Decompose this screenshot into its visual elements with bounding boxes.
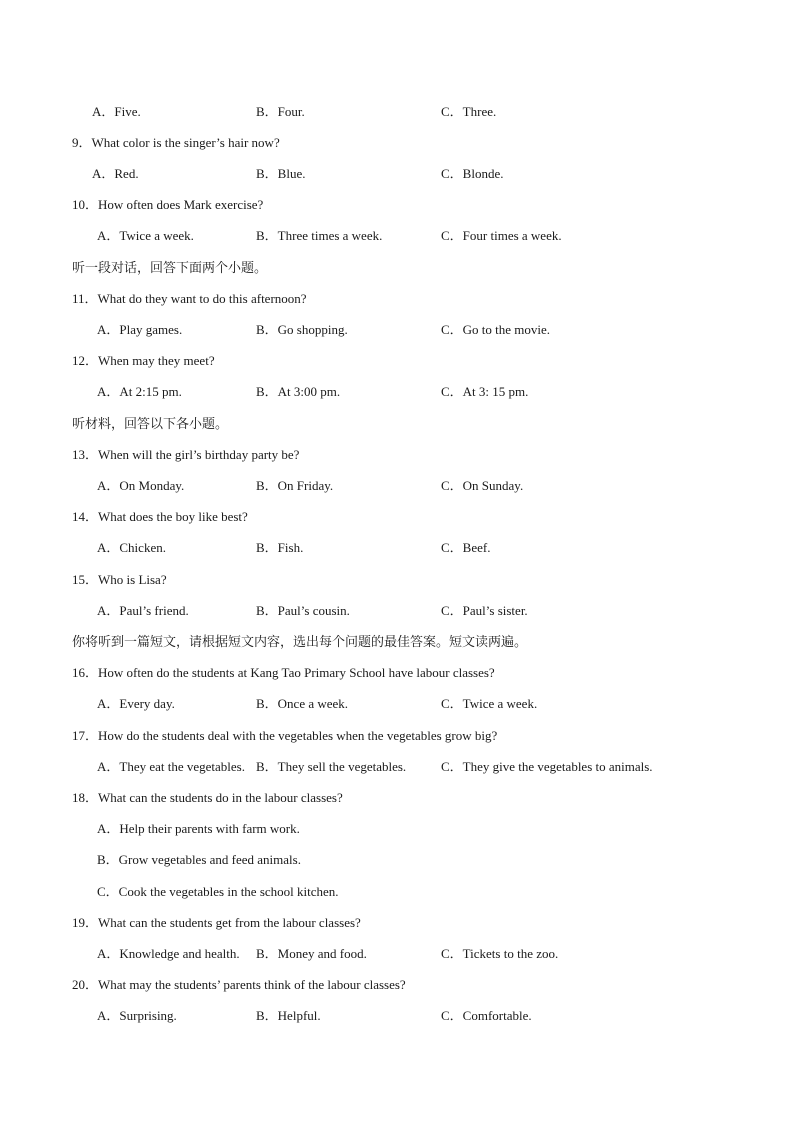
question-18: 18．What can the students do in the labour classes?	[72, 790, 343, 805]
options-q12	[0, 384, 794, 400]
section-instruction: 你将听到一篇短文，请根据短文内容，选出每个问题的最佳答案。短文读两遍。	[72, 634, 528, 649]
option-a[interactable]: A．On Monday.	[97, 478, 185, 493]
option-c[interactable]: C．Three.	[441, 104, 497, 119]
options-q9	[0, 166, 794, 182]
option-b[interactable]: B．They sell the vegetables.	[256, 759, 407, 774]
question-10: 10．How often does Mark exercise?	[72, 197, 264, 212]
option-b[interactable]: B．On Friday.	[256, 478, 334, 493]
option-c[interactable]: C．Four times a week.	[441, 228, 562, 243]
option-c[interactable]: C．Beef.	[441, 540, 491, 555]
option-c[interactable]: C．Go to the movie.	[441, 322, 551, 337]
option-a[interactable]: A．Surprising.	[97, 1008, 177, 1023]
option-a[interactable]: A．Red.	[92, 166, 139, 181]
question-9: 9．What color is the singer’s hair now?	[72, 135, 280, 150]
options-q14	[0, 540, 794, 556]
option-c[interactable]: C．Blonde.	[441, 166, 504, 181]
option-c[interactable]: C．Twice a week.	[441, 696, 538, 711]
options-q19	[0, 946, 794, 962]
option-b[interactable]: B．Grow vegetables and feed animals.	[97, 852, 301, 867]
section-instruction: 听材料，回答以下各小题。	[72, 416, 229, 431]
option-b[interactable]: B．Once a week.	[256, 696, 349, 711]
option-b[interactable]: B．Money and food.	[256, 946, 367, 961]
option-b[interactable]: B．Four.	[256, 104, 305, 119]
option-b[interactable]: B．Three times a week.	[256, 228, 383, 243]
options-q20	[0, 1008, 794, 1024]
options-q16	[0, 696, 794, 712]
section-instruction: 听一段对话，回答下面两个小题。	[72, 260, 268, 275]
option-a[interactable]: A．Twice a week.	[97, 228, 194, 243]
option-b[interactable]: B．Blue.	[256, 166, 306, 181]
option-b[interactable]: B．Helpful.	[256, 1008, 321, 1023]
options-q17	[0, 759, 794, 775]
option-c[interactable]: C．Cook the vegetables in the school kitchen.	[97, 884, 339, 899]
option-c[interactable]: C．They give the vegetables to animals.	[441, 759, 653, 774]
question-14: 14．What does the boy like best?	[72, 509, 248, 524]
options-q11	[0, 322, 794, 338]
option-b[interactable]: B．Go shopping.	[256, 322, 348, 337]
option-a[interactable]: A．Play games.	[97, 322, 183, 337]
option-a[interactable]: A．Paul’s friend.	[97, 603, 189, 618]
question-15: 15．Who is Lisa?	[72, 572, 167, 587]
option-c[interactable]: C．At 3: 15 pm.	[441, 384, 529, 399]
options-q10	[0, 228, 794, 244]
option-b[interactable]: B．At 3:00 pm.	[256, 384, 341, 399]
question-16: 16．How often do the students at Kang Tao Primary School have labour classes?	[72, 665, 495, 680]
option-a[interactable]: A．Knowledge and health.	[97, 946, 240, 961]
option-c[interactable]: C．Tickets to the zoo.	[441, 946, 559, 961]
question-20: 20．What may the students’ parents think of the labour classes?	[72, 977, 406, 992]
question-19: 19．What can the students get from the labour classes?	[72, 915, 361, 930]
question-11: 11．What do they want to do this afternoon?	[72, 291, 307, 306]
options-q15	[0, 603, 794, 619]
option-a[interactable]: A．At 2:15 pm.	[97, 384, 182, 399]
option-a[interactable]: A．They eat the vegetables.	[97, 759, 245, 774]
option-c[interactable]: C．On Sunday.	[441, 478, 524, 493]
option-a[interactable]: A．Chicken.	[97, 540, 166, 555]
question-13: 13．When will the girl’s birthday party be?	[72, 447, 300, 462]
option-a[interactable]: A．Every day.	[97, 696, 175, 711]
options-q13	[0, 478, 794, 494]
option-c[interactable]: C．Paul’s sister.	[441, 603, 528, 618]
option-b[interactable]: B．Fish.	[256, 540, 304, 555]
question-12: 12．When may they meet?	[72, 353, 215, 368]
option-b[interactable]: B．Paul’s cousin.	[256, 603, 350, 618]
options-q8	[0, 104, 794, 120]
question-17: 17．How do the students deal with the vegetables when the vegetables grow big?	[72, 728, 498, 743]
option-c[interactable]: C．Comfortable.	[441, 1008, 532, 1023]
option-a[interactable]: A．Help their parents with farm work.	[97, 821, 300, 836]
option-a[interactable]: A．Five.	[92, 104, 141, 119]
